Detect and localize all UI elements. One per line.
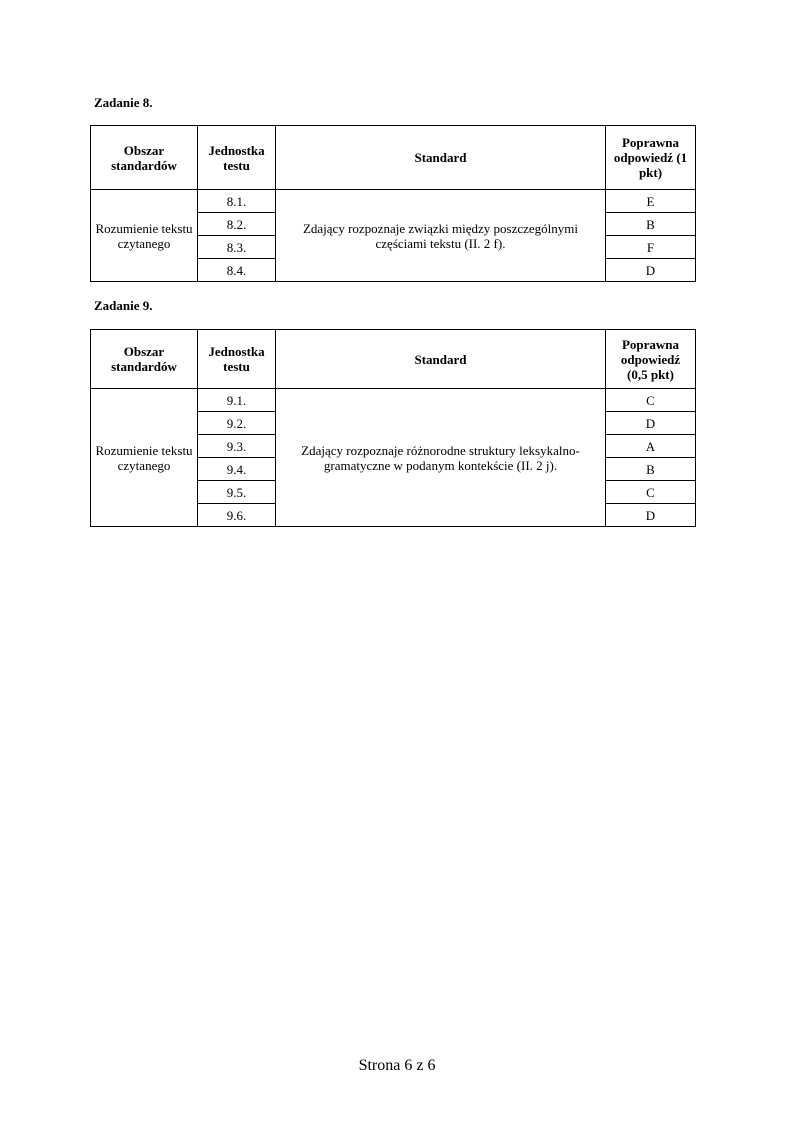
unit-cell: 9.6. <box>198 504 276 527</box>
page-number-footer: Strona 6 z 6 <box>358 1057 436 1074</box>
standard-cell: Zdający rozpoznaje różnorodne struktury leksykalno-gramatyczne w podanym kontekście (II. 2 j). <box>276 389 606 527</box>
table-row <box>91 190 696 213</box>
answer-cell: D <box>606 504 696 527</box>
answer-cell: D <box>606 259 696 282</box>
column-header-standard: Standard <box>276 126 606 190</box>
unit-cell: 9.3. <box>198 435 276 458</box>
answer-cell: A <box>606 435 696 458</box>
unit-cell: 9.2. <box>198 412 276 435</box>
answer-cell: D <box>606 412 696 435</box>
column-header-area: Obszar standardów <box>91 330 198 389</box>
answer-cell: C <box>606 389 696 412</box>
area-cell: Rozumienie tekstu czytanego <box>91 389 198 527</box>
column-header-area: Obszar standardów <box>91 126 198 190</box>
unit-cell: 8.4. <box>198 259 276 282</box>
unit-cell: 8.2. <box>198 213 276 236</box>
task-8-answer-table <box>90 125 696 282</box>
column-header-answer: Poprawna odpowiedź (1 pkt) <box>606 126 696 190</box>
table-header-row <box>91 126 696 190</box>
column-header-answer: Poprawna odpowiedź (0,5 pkt) <box>606 330 696 389</box>
column-header-standard: Standard <box>276 330 606 389</box>
table-row <box>91 389 696 412</box>
answer-cell: F <box>606 236 696 259</box>
answer-cell: C <box>606 481 696 504</box>
unit-cell: 8.1. <box>198 190 276 213</box>
answer-cell: B <box>606 458 696 481</box>
answer-cell: E <box>606 190 696 213</box>
unit-cell: 9.1. <box>198 389 276 412</box>
task-8-title: Zadanie 8. <box>94 95 153 110</box>
table-header-row <box>91 330 696 389</box>
unit-cell: 9.5. <box>198 481 276 504</box>
standard-cell: Zdający rozpoznaje związki między poszczególnymi częściami tekstu (II. 2 f). <box>276 190 606 282</box>
area-cell: Rozumienie tekstu czytanego <box>91 190 198 282</box>
unit-cell: 8.3. <box>198 236 276 259</box>
answer-cell: B <box>606 213 696 236</box>
column-header-unit: Jednostka testu <box>198 330 276 389</box>
column-header-unit: Jednostka testu <box>198 126 276 190</box>
unit-cell: 9.4. <box>198 458 276 481</box>
task-9-answer-table <box>90 329 696 527</box>
task-9-title: Zadanie 9. <box>94 298 153 313</box>
